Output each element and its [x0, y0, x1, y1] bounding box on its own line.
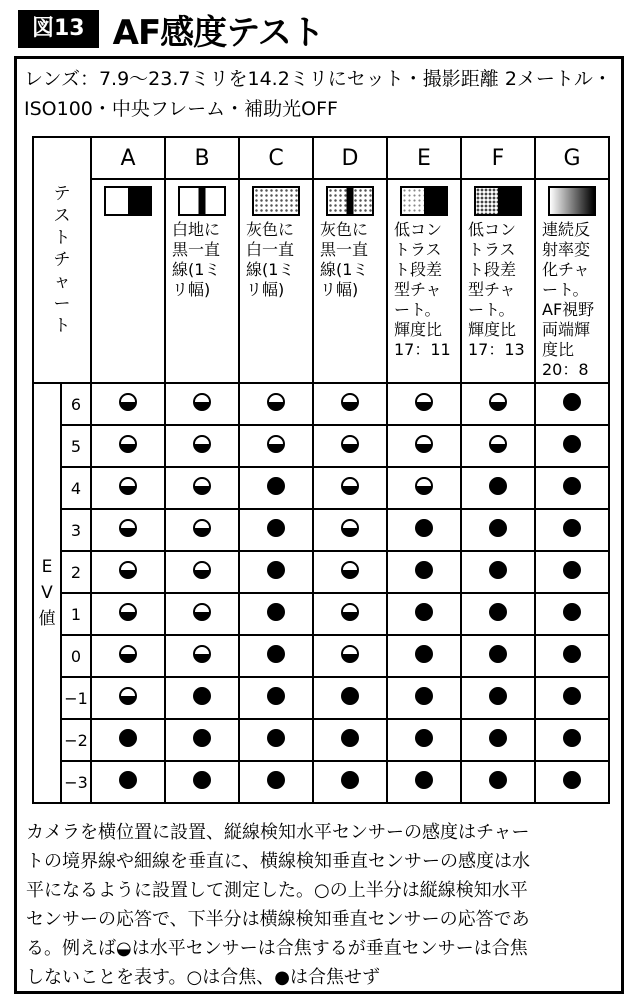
result-cell [387, 425, 461, 467]
filled-circle-icon [267, 645, 285, 663]
half-filled-circle-icon [119, 561, 137, 579]
result-cell [239, 425, 313, 467]
chart-swatch [400, 186, 448, 216]
ev-value: −1 [61, 677, 91, 719]
chart-swatch [326, 186, 374, 216]
column-header [313, 137, 387, 179]
result-cell [91, 551, 165, 593]
half-filled-circle-icon [489, 393, 507, 411]
table-row [33, 551, 609, 593]
result-cell [461, 383, 535, 425]
chart-sample-cell [239, 179, 313, 383]
ev-value: 0 [61, 635, 91, 677]
half-filled-circle-icon [193, 603, 211, 621]
filled-circle-icon [489, 729, 507, 747]
ev-value: 2 [61, 551, 91, 593]
af-sensitivity-table [32, 136, 610, 804]
result-cell [461, 509, 535, 551]
test-chart-label: テストチャート [53, 184, 71, 336]
column-header [91, 137, 165, 179]
filled-circle-icon [415, 645, 433, 663]
half-filled-circle-icon [193, 393, 211, 411]
note-line: 平になるように設置して測定した。○の上半分は縦線検知水平 [26, 880, 528, 901]
filled-circle-icon [489, 687, 507, 705]
figure-number-badge: 図13 [18, 10, 99, 48]
half-filled-circle-icon [341, 645, 359, 663]
result-cell [239, 551, 313, 593]
table-row [33, 425, 609, 467]
half-filled-circle-icon [341, 561, 359, 579]
result-cell [387, 551, 461, 593]
result-cell [313, 593, 387, 635]
result-cell [165, 593, 239, 635]
ev-value: −2 [61, 719, 91, 761]
chart-description: 白地に黒一直線(1ミリ幅) [172, 220, 221, 299]
filled-circle-icon [267, 561, 285, 579]
result-cell [535, 761, 609, 803]
note-line: しないことを表す。○は合焦、●は合焦せず [26, 967, 380, 988]
table-row [33, 593, 609, 635]
result-cell [535, 383, 609, 425]
half-filled-circle-icon [193, 435, 211, 453]
result-cell [239, 719, 313, 761]
result-cell [165, 467, 239, 509]
result-cell [535, 551, 609, 593]
column-id: G [563, 145, 581, 171]
filled-circle-icon [563, 393, 581, 411]
filled-circle-icon [415, 561, 433, 579]
half-filled-circle-icon [193, 561, 211, 579]
result-cell [387, 383, 461, 425]
result-cell [535, 719, 609, 761]
filled-circle-icon [489, 561, 507, 579]
result-cell [239, 593, 313, 635]
chart-sample-cell [461, 179, 535, 383]
notes [26, 818, 616, 992]
half-filled-circle-icon [341, 393, 359, 411]
result-cell [239, 635, 313, 677]
result-cell [91, 467, 165, 509]
result-cell [461, 593, 535, 635]
result-cell [239, 509, 313, 551]
filled-circle-icon [415, 729, 433, 747]
note-line: トの境界線や細線を垂直に、横線検知垂直センサーの感度は水 [26, 851, 530, 872]
result-cell [535, 509, 609, 551]
half-filled-circle-icon [119, 435, 137, 453]
result-cell [165, 509, 239, 551]
result-cell [165, 677, 239, 719]
result-cell [387, 467, 461, 509]
result-cell [535, 425, 609, 467]
ev-value: 4 [61, 467, 91, 509]
result-cell [165, 719, 239, 761]
result-cell [461, 551, 535, 593]
filled-circle-icon [563, 561, 581, 579]
result-cell [165, 761, 239, 803]
result-cell [239, 467, 313, 509]
column-id: E [417, 145, 431, 171]
result-cell [535, 467, 609, 509]
chart-sample-cell [91, 179, 165, 383]
filled-circle-icon [193, 687, 211, 705]
result-cell [239, 383, 313, 425]
half-filled-circle-icon [415, 477, 433, 495]
chart-sample-cell [535, 179, 609, 383]
half-filled-circle-icon [415, 393, 433, 411]
half-filled-circle-icon [267, 393, 285, 411]
result-cell [91, 593, 165, 635]
figure-header [18, 6, 324, 52]
table-row [33, 383, 609, 425]
note-line: センサーの応答で、下半分は横線検知垂直センサーの応答であ [26, 909, 530, 930]
result-cell [91, 425, 165, 467]
result-cell [461, 425, 535, 467]
half-filled-circle-icon [193, 645, 211, 663]
result-cell [313, 761, 387, 803]
filled-circle-icon [489, 477, 507, 495]
column-header [387, 137, 461, 179]
column-header [535, 137, 609, 179]
result-cell [313, 467, 387, 509]
filled-circle-icon [341, 771, 359, 789]
table-row [33, 467, 609, 509]
filled-circle-icon [119, 729, 137, 747]
chart-description: 低コントラスト段差型チャート。輝度比17：11 [394, 220, 451, 359]
result-cell [387, 719, 461, 761]
chart-swatch [474, 186, 522, 216]
result-cell [313, 509, 387, 551]
filled-circle-icon [415, 603, 433, 621]
result-cell [165, 635, 239, 677]
result-cell [461, 761, 535, 803]
ev-value: 5 [61, 425, 91, 467]
condition-line: レンズ：7.9〜23.7ミリを14.2ミリにセット・撮影距離 2メートル・ [24, 68, 612, 90]
column-header [461, 137, 535, 179]
test-conditions [24, 64, 614, 124]
filled-circle-icon [563, 477, 581, 495]
filled-circle-icon [489, 645, 507, 663]
result-cell [91, 719, 165, 761]
filled-circle-icon [489, 603, 507, 621]
result-cell [535, 593, 609, 635]
filled-circle-icon [341, 687, 359, 705]
table-row [33, 677, 609, 719]
filled-circle-icon [563, 519, 581, 537]
filled-circle-icon [119, 771, 137, 789]
filled-circle-icon [415, 519, 433, 537]
result-cell [239, 761, 313, 803]
result-cell [387, 509, 461, 551]
result-cell [535, 635, 609, 677]
note-line: カメラを横位置に設置、縦線検知水平センサーの感度はチャー [26, 822, 530, 843]
half-filled-circle-icon [415, 435, 433, 453]
result-cell [313, 719, 387, 761]
filled-circle-icon [267, 519, 285, 537]
filled-circle-icon [563, 729, 581, 747]
filled-circle-icon [563, 771, 581, 789]
table-row [33, 761, 609, 803]
table-row [33, 635, 609, 677]
result-cell [239, 677, 313, 719]
result-cell [91, 761, 165, 803]
filled-circle-icon [193, 771, 211, 789]
half-filled-circle-icon [267, 435, 285, 453]
result-cell [313, 677, 387, 719]
half-filled-circle-icon [119, 477, 137, 495]
figure-title: AF感度テスト [112, 12, 324, 53]
filled-circle-icon [267, 477, 285, 495]
table-row [33, 509, 609, 551]
result-cell [387, 677, 461, 719]
result-cell [91, 677, 165, 719]
result-cell [165, 383, 239, 425]
filled-circle-icon [267, 603, 285, 621]
column-id: C [268, 145, 284, 171]
result-cell [313, 635, 387, 677]
half-filled-circle-icon [119, 519, 137, 537]
ev-value: 6 [61, 383, 91, 425]
half-filled-circle-icon [119, 603, 137, 621]
result-cell [91, 383, 165, 425]
result-cell [387, 761, 461, 803]
chart-swatch [104, 186, 152, 216]
result-cell [461, 719, 535, 761]
result-cell [387, 593, 461, 635]
result-cell [461, 635, 535, 677]
chart-sample-cell [387, 179, 461, 383]
chart-description: 灰色に黒一直線(1ミリ幅) [320, 220, 369, 299]
chart-swatch [178, 186, 226, 216]
column-id: A [120, 145, 136, 171]
ev-value: 3 [61, 509, 91, 551]
ev-label-cell [33, 383, 61, 803]
filled-circle-icon [563, 687, 581, 705]
filled-circle-icon [267, 687, 285, 705]
column-id: B [194, 145, 210, 171]
filled-circle-icon [563, 435, 581, 453]
filled-circle-icon [563, 603, 581, 621]
chart-sample-cell [165, 179, 239, 383]
half-filled-circle-icon [341, 435, 359, 453]
result-cell [313, 425, 387, 467]
filled-circle-icon [489, 771, 507, 789]
half-filled-circle-icon [119, 393, 137, 411]
result-cell [165, 425, 239, 467]
filled-circle-icon [267, 729, 285, 747]
half-filled-circle-icon [119, 645, 137, 663]
half-filled-circle-icon [193, 519, 211, 537]
ev-value: 1 [61, 593, 91, 635]
half-filled-circle-icon [341, 603, 359, 621]
test-chart-label-cell [33, 137, 91, 383]
column-id: D [341, 145, 359, 171]
filled-circle-icon [415, 771, 433, 789]
result-cell [387, 635, 461, 677]
column-id: F [491, 145, 505, 171]
filled-circle-icon [563, 645, 581, 663]
column-header [165, 137, 239, 179]
chart-swatch [252, 186, 300, 216]
half-filled-circle-icon [341, 519, 359, 537]
half-filled-circle-icon [489, 435, 507, 453]
chart-description: 低コントラスト段差型チャート。輝度比17：13 [468, 220, 525, 359]
half-filled-circle-icon [119, 687, 137, 705]
filled-circle-icon [489, 519, 507, 537]
filled-circle-icon [415, 687, 433, 705]
note-line: る。例えば◒は水平センサーは合焦するが垂直センサーは合焦 [26, 938, 528, 959]
half-filled-circle-icon [193, 477, 211, 495]
result-cell [461, 677, 535, 719]
filled-circle-icon [193, 729, 211, 747]
result-cell [91, 635, 165, 677]
chart-description: 連続反射率変化チャート。AF視野両端輝度比20：8 [542, 220, 595, 379]
ev-value: −3 [61, 761, 91, 803]
table-row [33, 719, 609, 761]
result-cell [91, 509, 165, 551]
result-cell [313, 383, 387, 425]
result-cell [535, 677, 609, 719]
ev-label: EV値 [38, 557, 56, 629]
column-header [239, 137, 313, 179]
chart-swatch [548, 186, 596, 216]
result-cell [165, 551, 239, 593]
result-cell [313, 551, 387, 593]
condition-line: ISO100・中央フレーム・補助光OFF [24, 98, 338, 120]
chart-description: 灰色に白一直線(1ミリ幅) [246, 220, 295, 299]
result-cell [461, 467, 535, 509]
filled-circle-icon [267, 771, 285, 789]
chart-sample-cell [313, 179, 387, 383]
filled-circle-icon [341, 729, 359, 747]
half-filled-circle-icon [341, 477, 359, 495]
